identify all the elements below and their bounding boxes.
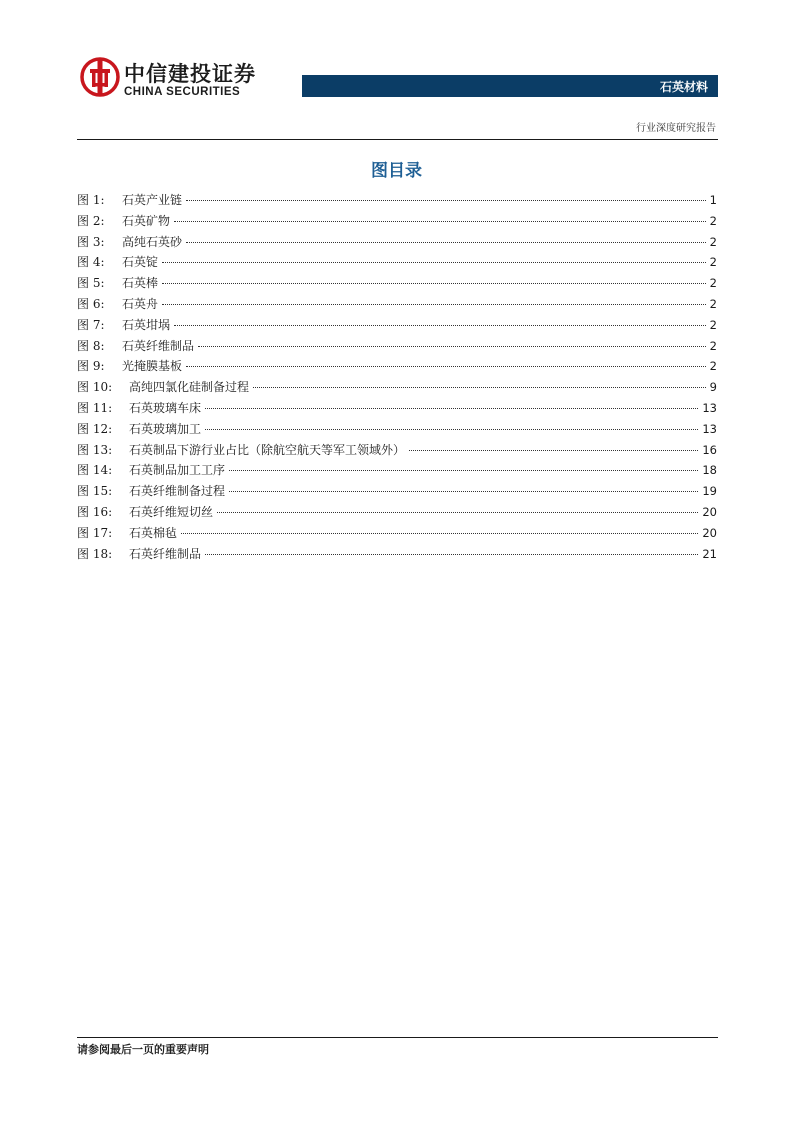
toc-entry[interactable] (77, 356, 717, 377)
toc-entry-label: 图 14: (77, 463, 113, 478)
dot-leader (198, 346, 706, 347)
toc-entry[interactable] (77, 273, 717, 294)
toc-entry[interactable] (77, 398, 717, 419)
toc-entry-page: 13 (702, 421, 717, 436)
dot-leader (186, 242, 706, 243)
toc-entry-page: 20 (702, 504, 717, 519)
toc-entry-label: 图 3: (77, 234, 105, 249)
toc-entry-label: 图 12: (77, 421, 113, 436)
toc-entry[interactable] (77, 440, 717, 461)
toc-entry-label: 图 15: (77, 484, 113, 499)
toc-entry-label: 图 16: (77, 504, 113, 519)
toc-entry-page: 2 (709, 296, 717, 311)
section-title: 石英材料 (659, 80, 708, 94)
toc-entry-label: 图 4: (77, 255, 105, 270)
toc-entry-title: 石英纤维制品 (129, 546, 202, 561)
toc-entry-title: 石英坩埚 (122, 317, 171, 332)
toc-title: 图目录 (371, 161, 422, 181)
dot-leader (162, 304, 706, 305)
toc-entry-title: 石英制品下游行业占比（除航空航天等军工领域外） (129, 442, 406, 457)
dot-leader (229, 470, 698, 471)
dot-leader (181, 533, 698, 534)
footer-divider (77, 1037, 718, 1038)
dot-leader (162, 262, 706, 263)
toc-entry[interactable] (77, 460, 717, 481)
toc-entry[interactable] (77, 544, 717, 565)
toc-entry-title: 石英锭 (122, 255, 159, 270)
toc-entry-title: 石英矿物 (122, 213, 171, 228)
header-bar (302, 75, 718, 97)
dot-leader (174, 221, 706, 222)
brand-logo (80, 57, 256, 103)
toc-entry[interactable] (77, 294, 717, 315)
toc-entry[interactable] (77, 419, 717, 440)
toc-entry[interactable] (77, 502, 717, 523)
toc-entry-label: 图 11: (77, 400, 113, 415)
dot-leader (186, 366, 706, 367)
toc-entry-title: 石英玻璃车床 (129, 400, 202, 415)
toc-entry-page: 2 (709, 213, 717, 228)
dot-leader (186, 200, 706, 201)
toc-entry-page: 2 (709, 317, 717, 332)
dot-leader (217, 512, 698, 513)
toc-entry-title: 石英纤维短切丝 (129, 504, 214, 519)
toc-entry-label: 图 13: (77, 442, 113, 457)
toc-entry[interactable] (77, 190, 717, 211)
toc-entry-label: 图 17: (77, 525, 113, 540)
dot-leader (409, 450, 698, 451)
citic-logo-icon (80, 57, 120, 97)
report-type: 行业深度研究报告 (636, 123, 716, 134)
toc-entry-title: 石英棒 (122, 276, 159, 291)
toc-entry-title: 高纯四氯化硅制备过程 (129, 380, 250, 395)
toc-entry-label: 图 5: (77, 276, 105, 291)
toc-entry-label: 图 8: (77, 338, 105, 353)
toc-entry-page: 9 (709, 380, 717, 395)
logo-english-name: CHINA SECURITIES (124, 86, 241, 98)
toc-entry-page: 18 (702, 463, 717, 478)
toc-entry-page: 16 (702, 442, 717, 457)
toc-entry-page: 2 (709, 276, 717, 291)
toc-entry-page: 2 (709, 338, 717, 353)
toc-entry[interactable] (77, 211, 717, 232)
toc-entry-label: 图 6: (77, 296, 105, 311)
toc-entry-page: 2 (709, 255, 717, 270)
toc-entry-page: 21 (702, 546, 717, 561)
toc-entry-page: 2 (709, 234, 717, 249)
dot-leader (162, 283, 706, 284)
dot-leader (205, 554, 698, 555)
dot-leader (229, 491, 698, 492)
toc-entry[interactable] (77, 315, 717, 336)
toc-entry-title: 高纯石英砂 (122, 234, 183, 249)
toc-entry[interactable] (77, 523, 717, 544)
toc-entry-title: 光掩膜基板 (122, 359, 183, 374)
toc-entry[interactable] (77, 336, 717, 357)
toc-entry-label: 图 10: (77, 380, 113, 395)
toc-entry-page: 1 (709, 193, 717, 207)
toc-entry[interactable] (77, 232, 717, 253)
footer-disclaimer: 请参阅最后一页的重要声明 (77, 1043, 209, 1056)
toc-entry-title: 石英制品加工工序 (129, 463, 226, 478)
toc-entry-title: 石英纤维制备过程 (129, 484, 226, 499)
toc-entry[interactable] (77, 377, 717, 398)
toc-entry-label: 图 18: (77, 546, 113, 561)
toc-entry-title: 石英舟 (122, 296, 159, 311)
toc-entry-page: 20 (702, 525, 717, 540)
toc-entry-label: 图 2: (77, 213, 105, 228)
dot-leader (174, 325, 706, 326)
dot-leader (205, 429, 698, 430)
dot-leader (205, 408, 698, 409)
toc-entry-page: 13 (702, 400, 717, 415)
toc-entry[interactable] (77, 252, 717, 273)
toc-entry-page: 2 (709, 359, 717, 374)
toc-entry-title: 石英玻璃加工 (129, 421, 202, 436)
figure-list (77, 190, 717, 564)
toc-entry-label: 图 9: (77, 359, 105, 374)
toc-entry-title: 石英产业链 (122, 193, 183, 207)
dot-leader (253, 387, 706, 388)
header-divider (77, 139, 718, 140)
toc-entry-label: 图 7: (77, 317, 105, 332)
logo-chinese-name: 中信建投证券 (124, 62, 256, 86)
toc-entry-title: 石英棉毡 (129, 525, 178, 540)
toc-entry-label: 图 1: (77, 193, 105, 207)
toc-entry-title: 石英纤维制品 (122, 338, 195, 353)
toc-entry[interactable] (77, 481, 717, 502)
toc-entry-page: 19 (702, 484, 717, 499)
